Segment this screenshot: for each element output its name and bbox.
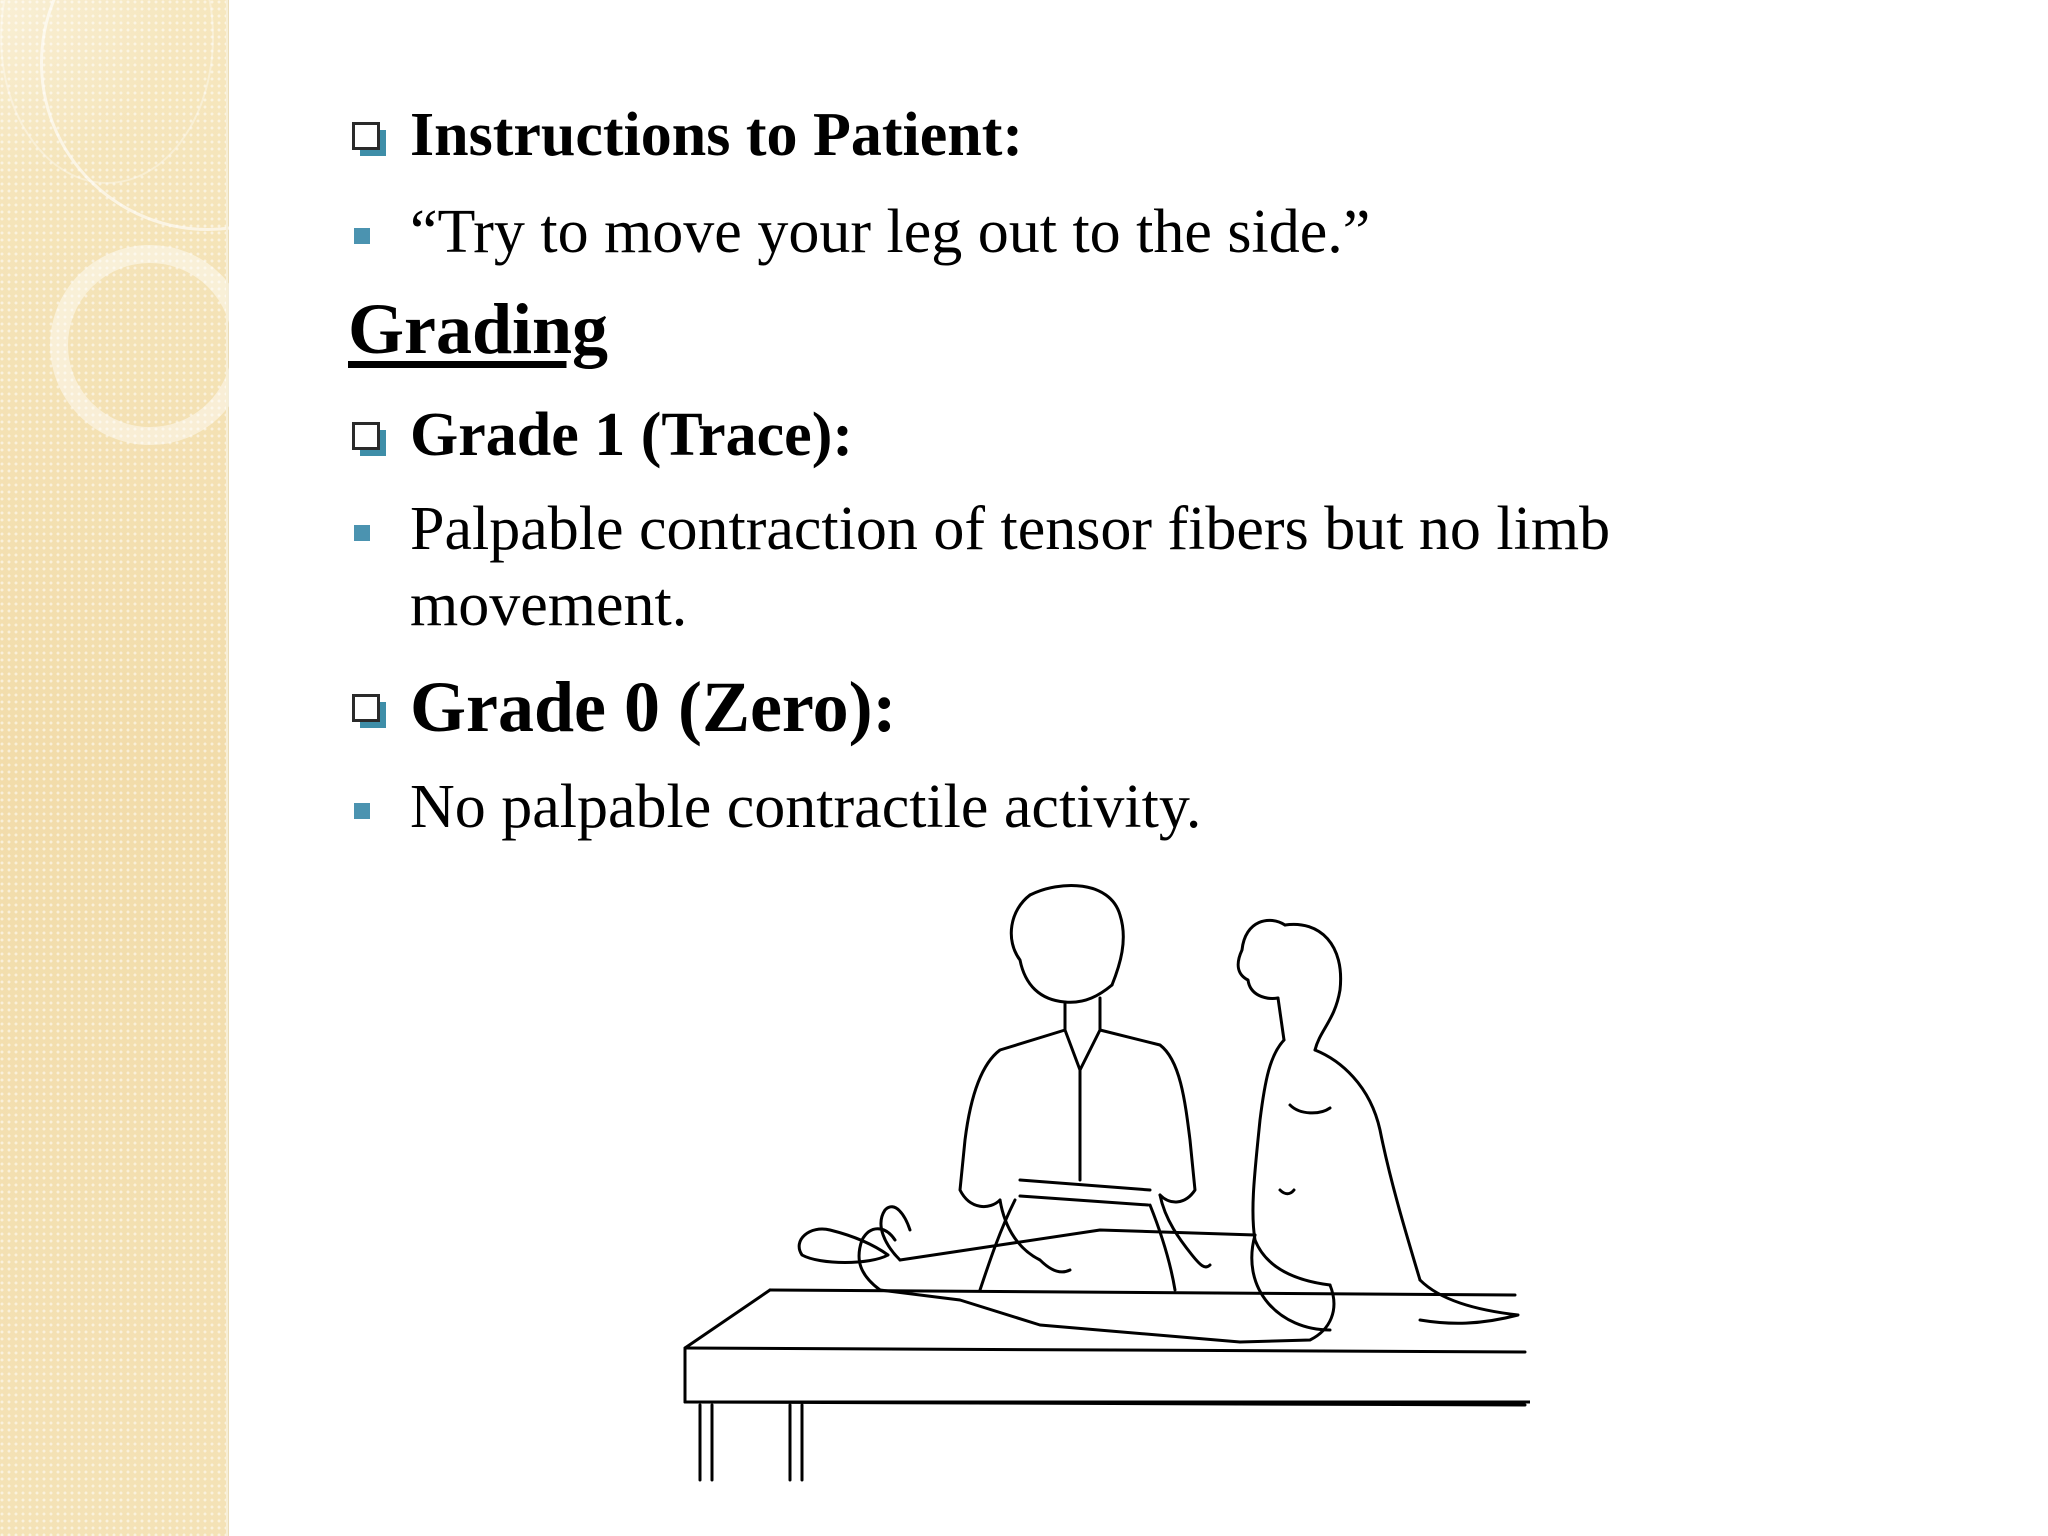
square-bullet-icon xyxy=(354,228,370,244)
grade0-heading: Grade 0 (Zero): xyxy=(410,667,897,747)
square-bullet-icon xyxy=(354,803,370,819)
square-bullet-icon xyxy=(354,525,370,541)
instructions-heading: Instructions to Patient: xyxy=(410,101,1024,169)
sidebar-ring-thick xyxy=(50,245,250,445)
therapist-figure xyxy=(960,885,1210,1290)
grade1-text-line1: Palpable contraction of tensor fibers but no limb xyxy=(410,495,1611,563)
sidebar-divider xyxy=(226,0,228,1536)
instruction-text: “Try to move your leg out to the side.” xyxy=(410,198,1371,266)
decorative-sidebar xyxy=(0,0,229,1536)
exam-table xyxy=(685,1290,1530,1480)
checkbox-bullet-icon xyxy=(352,122,380,150)
patient-figure xyxy=(799,920,1518,1342)
grade1-text-line2: movement. xyxy=(410,571,688,639)
checkbox-bullet-icon xyxy=(352,422,380,450)
grade0-text: No palpable contractile activity. xyxy=(410,773,1202,841)
muscle-test-illustration xyxy=(680,870,1530,1490)
checkbox-bullet-icon xyxy=(352,694,380,722)
grading-heading: Grading xyxy=(348,289,609,369)
sidebar-ring-large xyxy=(40,0,376,231)
grade1-heading: Grade 1 (Trace): xyxy=(410,401,853,469)
